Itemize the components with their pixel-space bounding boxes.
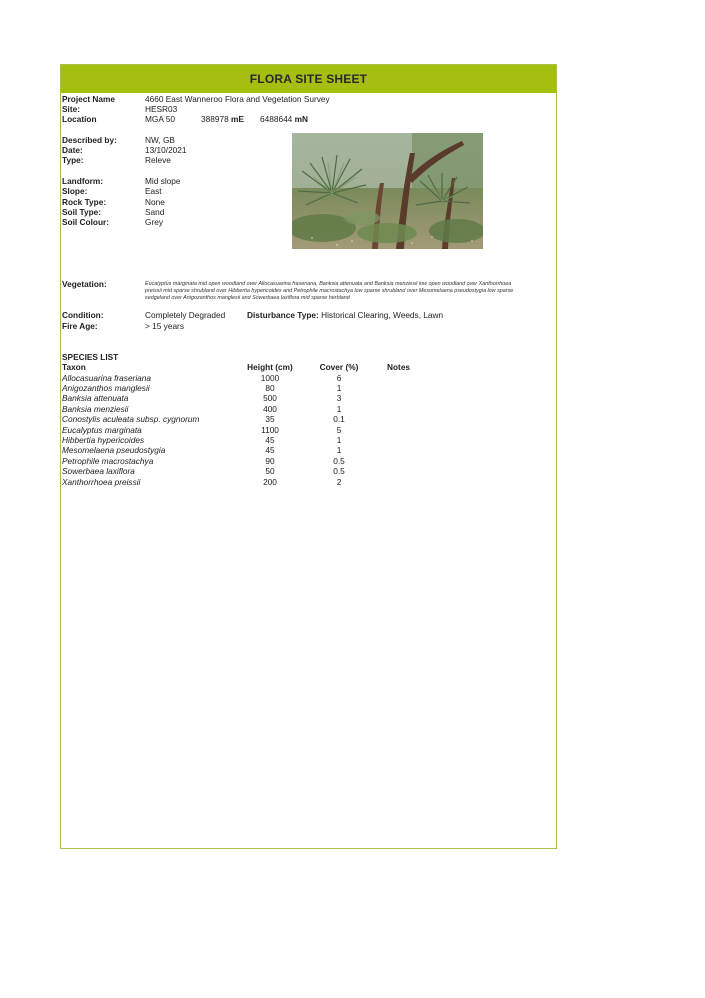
taxon-cell: Banksia menziesii <box>62 403 129 414</box>
value-soil-colour: Grey <box>145 217 163 227</box>
taxon-cell: Hibbertia hypericoides <box>62 434 145 445</box>
label-site: Site: <box>62 104 80 114</box>
table-row: Banksia menziesii 400 1 <box>62 403 342 414</box>
table-row: Mesomelaena pseudostygia 45 1 <box>62 445 342 456</box>
table-row: Banksia attenuata 500 3 <box>62 393 342 404</box>
taxon-cell: Xanthorrhoea preissii <box>62 476 141 487</box>
label-soil-colour: Soil Colour: <box>62 217 110 227</box>
label-date: Date: <box>62 145 83 155</box>
label-vegetation: Vegetation: <box>62 279 107 289</box>
label-project: Project Name <box>62 94 116 104</box>
label-type: Type: <box>62 155 84 165</box>
value-disturbance: Historical Clearing, Weeds, Lawn <box>321 310 444 320</box>
label-described-by: Described by: <box>62 135 117 145</box>
taxon-cell: Conostylis aculeata subsp. cygnorum <box>62 414 200 425</box>
northing-number: 6488644 <box>260 114 293 124</box>
value-vegetation: Eucalyptus marginata mid open woodland over Allocasuarina fraseriana, Banksia attenuata and Banksia menziesii low open woodland over Xanthorrhoea preissii mid sparse shrubland over Hibbertia hypericoides and Petrophile macrostachya low sparse shrubland over Mesomelaena pseudostygia low sparse sedgeland over Anigozanthos manglesii and Sowerbaea laxiflora mid sparse herbland <box>145 281 514 302</box>
value-described-by: NW, GB <box>145 135 175 145</box>
flora-site-sheet <box>60 64 557 849</box>
label-landform: Landform: <box>62 176 104 186</box>
taxon-cell: Banksia attenuata <box>62 393 129 404</box>
taxon-cell: Mesomelaena pseudostygia <box>62 445 166 456</box>
label-rock-type: Rock Type: <box>62 197 107 207</box>
table-row: Petrophile macrostachya 90 0.5 <box>62 455 345 466</box>
header-taxon: Taxon <box>62 362 86 372</box>
value-landform: Mid slope <box>145 176 181 186</box>
value-easting <box>201 114 244 124</box>
value-location-zone: MGA 50 <box>145 114 175 124</box>
label-disturbance: Disturbance Type: <box>247 310 319 320</box>
label-slope: Slope: <box>62 186 88 196</box>
value-project: 4660 East Wanneroo Flora and Vegetation Survey <box>145 94 330 104</box>
species-header-row: Taxon Height (cm) Cover (%) Notes <box>62 362 411 372</box>
value-fire-age: > 15 years <box>145 321 184 331</box>
value-slope: East <box>145 186 162 196</box>
northing-unit: mN <box>294 114 308 124</box>
taxon-cell: Anigozanthos manglesii <box>62 382 150 393</box>
value-date: 13/10/2021 <box>145 145 187 155</box>
table-row: Hibbertia hypericoides 45 1 <box>62 434 342 445</box>
table-row: Sowerbaea laxiflora 50 0.5 <box>62 466 345 477</box>
taxon-cell: Petrophile macrostachya <box>62 455 154 466</box>
table-row: Allocasuarina fraseriana 1000 6 <box>62 372 342 383</box>
taxon-cell: Sowerbaea laxiflora <box>62 466 135 477</box>
value-type: Releve <box>145 155 171 165</box>
site-photo <box>292 133 483 249</box>
disturbance-block <box>247 310 443 320</box>
value-site: HESR03 <box>145 104 178 114</box>
label-soil-type: Soil Type: <box>62 207 102 217</box>
label-location: Location <box>62 114 97 124</box>
label-fire-age: Fire Age: <box>62 321 98 331</box>
easting-number: 388978 <box>201 114 229 124</box>
table-row: Conostylis aculeata subsp. cygnorum 35 0.1 <box>62 414 345 425</box>
value-rock-type: None <box>145 197 165 207</box>
species-list-title: SPECIES LIST <box>62 352 119 362</box>
taxon-cell: Allocasuarina fraseriana <box>62 372 152 383</box>
value-condition: Completely Degraded <box>145 310 226 320</box>
sheet-title: FLORA SITE SHEET <box>61 65 556 93</box>
label-condition: Condition: <box>62 310 104 320</box>
header-notes: Notes <box>387 362 411 372</box>
value-soil-type: Sand <box>145 207 165 217</box>
value-northing <box>260 114 308 124</box>
table-row: Eucalyptus marginata 1100 5 <box>62 424 342 435</box>
taxon-cell: Eucalyptus marginata <box>62 424 142 435</box>
easting-unit: mE <box>231 114 244 124</box>
table-row: Xanthorrhoea preissii 200 2 <box>62 476 342 487</box>
table-row: Anigozanthos manglesii 80 1 <box>62 382 342 393</box>
